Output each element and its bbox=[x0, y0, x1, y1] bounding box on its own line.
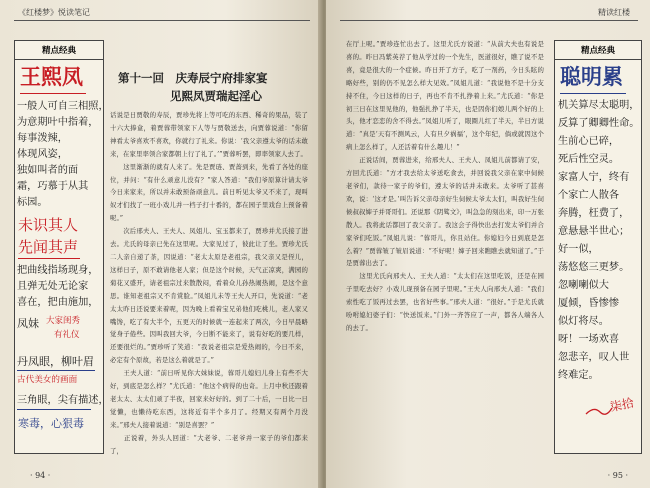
poem-line: 机关算尽太聪明， bbox=[558, 100, 640, 111]
poem-line: 忽喇喇似大 bbox=[558, 280, 609, 291]
note-red-phrase: 未识其人 bbox=[18, 216, 79, 234]
note-line: 寒毒，心狠毒 bbox=[18, 417, 84, 430]
note-line: 且弹无处无论家 bbox=[17, 281, 89, 292]
poem-line: 反算了卿卿性命。 bbox=[558, 118, 640, 129]
note-line: 标园。 bbox=[17, 197, 48, 208]
note-line: 体现风姿， bbox=[17, 149, 68, 160]
poem-line: 个家亡人散各 bbox=[558, 190, 620, 201]
left-running-head: 《红楼梦》悦读笔记 bbox=[18, 8, 90, 17]
note-line: 每事泼辣， bbox=[17, 133, 68, 144]
note-line: 独如叫者的面 bbox=[17, 165, 79, 176]
poem-line: 奔腾，枉费了， bbox=[558, 208, 630, 219]
note-underline bbox=[17, 370, 95, 371]
right-running-head: 精读红楼 bbox=[598, 8, 630, 17]
poem-line: 好一似， bbox=[558, 244, 599, 255]
poem-line: 厦倾，昏惨惨 bbox=[558, 298, 620, 309]
left-page bbox=[0, 0, 322, 488]
right-page-number: · 95 · bbox=[607, 471, 628, 480]
poem-line: 家富人宁，终有 bbox=[558, 172, 630, 183]
note-line: 为意期叶中指着， bbox=[17, 117, 99, 128]
right-side-box-title: 精点经典 bbox=[555, 41, 641, 60]
left-page-number: · 94 · bbox=[30, 471, 51, 480]
note-line: 把曲线指场现身， bbox=[17, 265, 99, 276]
poem-line: 终难定。 bbox=[558, 370, 599, 381]
right-body-text: 在厅上呢。”贾珍连忙出去了。这里尤氏方说道：“从前大夫也有说是喜的。昨日冯紫英荐了他从学过的一个先生，医道很好，瞧了说不是喜，竟是很大的一个症候。昨日开了方子，吃了一剂药，今日头眩的略好些，别的仍不见怎么样大见效。”凤姐儿道：“我说他不是十分支持不住，今日这样的日子，再也不肯不扎挣着上来。”尤氏道：“你是初三日在这里见他的，他强扎挣了半天，也是因你们娘儿两个好的上头，他才恋恋的舍不得去。”凤姐儿听了，眼圈儿红了半天，半日方说道：“真是‘天有不测风云，人有旦夕祸福’，这个年纪，倘或就因这个病上怎么样了，人还活着有什么趣儿！” 正说话间，贾蓉进来，给邢夫人、王夫人、凤姐儿前都请了安，方回尤氏道：“方才我去给太爷送吃食去，并回说我父亲在家中伺候老爷们，款待一家子的爷们，遵太爷的话并未敢来。太爷听了甚喜欢，说：‘这才是。’叫告诉父亲母亲好生伺候太爷太太们，叫我好生伺候叔叔婶子并哥哥们。还说那《阴骘文》，叫急急的刻出来，印一万张散人。我将此话都回了我父亲了。我这会子得快出去打发太爷们并合家爷们吃饭。”凤姐儿说：“蓉哥儿，你且站住。你媳妇今日到底是怎么着？”贾蓉皱了皱眉说道：“不好呢！婶子回来瞧瞧去就知道了。”于是贾蓉出去了。 这里尤氏向邢夫人、王夫人道：“太太们在这里吃饭，还是在园子里吃去好？小戏儿现预备在园子里呢。”王夫人向邢夫人道：“我们索性吃了饭再过去罢，也省好些事。”邢夫人道：“很好。”于是尤氏就吩咐媳妇婆子们：“快送饭来。”门外一齐答应了一声，都各人端各人的去了。 bbox=[346, 40, 544, 332]
poem-line: 忽悲辛，叹人世 bbox=[558, 352, 630, 363]
note-line: 喜在，把由施加， bbox=[17, 297, 99, 308]
left-side-box-title: 精点经典 bbox=[15, 41, 103, 60]
poem-line: 意悬悬半世心； bbox=[558, 226, 630, 237]
note-line: 霜，巧慕于从其 bbox=[17, 181, 89, 192]
chapter-title-line-2: 见熙凤贾瑞起淫心 bbox=[170, 89, 262, 103]
poem-line: 似灯将尽。 bbox=[558, 316, 609, 327]
note-underline bbox=[560, 93, 626, 94]
note-line: 三角眼，尖有描述， bbox=[17, 395, 109, 406]
right-page bbox=[326, 0, 650, 488]
chapter-title-line-1: 第十一回 庆寿辰宁府排家宴 bbox=[118, 71, 268, 85]
left-body-text: 话说是日贾敬的寿辰，贾珍先将上等可吃的东西、稀奇的果品，装了十六大捧盒，着贾蓉带领家下人等与贾敬送去，向贾蓉说道：“你留神看太爷喜欢不喜欢，你就行了礼来。你说：‘我父亲遵太爷的话未敢来，在家里率领合家都朝上行了礼了。’”贾蓉听罢，即率领家人去了。 这里渐渐的就有人来了。先是贾琏、贾蔷到来，先看了各处的座位，并问：“有什么顽意儿没有？”家人答道：“我们爷原算计请太爷今日来家来，所以并未敢预备顽意儿。前日听见太爷又不来了，现叫奴才们找了一班小戏儿并一档子打十番的，都在园子里戏台上预备着呢。” 次后邢夫人、王夫人、凤姐儿、宝玉都来了，贾珍并尤氏接了进去。尤氏的母亲已先在这里呢。大家见过了，彼此让了坐。贾珍尤氏二人亲自递了茶，因说道：“老太太原是老祖宗，我父亲又是侄儿，这样日子，原不敢请他老人家；但是这个时候，天气正凉爽，满园的菊花又盛开，请老祖宗过来散散闷，看着众儿孙热闹热闹，是这个意思。谁知老祖宗又不肯赏脸。”凤姐儿未等王夫人开口，先说道：“老太太昨日还说要来着呢，因为晚上看着宝兄弟他们吃桃儿，老人家又嘴馋，吃了有大半个，五更天的时候就一连起来了两次，今日早晨略觉身子倦些。因叫我回大爷，今日断不能来了，说有好吃的要几样，还要很烂的。”贾珍听了笑道：“我说老祖宗是爱热闹的，今日不来，必定有个原故，若是这么着就是了。” 王夫人道：“前日听见你大妹妹说，蓉哥儿媳妇儿身上有些不大好，到底是怎么样？”尤氏道：“他这个病得的也奇。上月中秋还跟着老太太、太太们顽了半夜，回家来好好的。到了二十后，一日比一日觉懒，也懒待吃东西，这将近有半个多月了。经期又有两个月没来。”邢夫人接着说道：“别是喜罢？” 正说着，外头人回道：“大老爷、二老爷并一家子的爷们都来了， bbox=[110, 111, 308, 455]
note-red-small: 有礼仪 bbox=[54, 330, 80, 340]
poem-line: 生前心已碎， bbox=[558, 136, 620, 147]
note-underline bbox=[18, 258, 80, 259]
note-line: 丹凤眼，柳叶眉 bbox=[17, 355, 94, 368]
poem-line: 死后性空灵。 bbox=[558, 154, 620, 165]
note-underline bbox=[20, 93, 86, 94]
note-red-small: 大家闺秀 bbox=[46, 316, 81, 326]
note-red-small: 古代美女的画面 bbox=[17, 375, 78, 385]
note-name-wang-xifeng: 王熙凤 bbox=[20, 65, 83, 89]
left-header-rule bbox=[14, 20, 310, 21]
right-header-rule bbox=[340, 20, 638, 21]
poem-line: 荡悠悠三更梦。 bbox=[558, 262, 630, 273]
note-line: 一般人可自三相照， bbox=[17, 101, 109, 112]
note-title-cong-ming-lei: 聪明累 bbox=[560, 65, 623, 89]
note-red-phrase: 先闻其声 bbox=[18, 238, 79, 256]
poem-line: 呀！一场欢喜 bbox=[558, 334, 620, 345]
handwritten-signature: 柒拾 bbox=[608, 395, 636, 415]
note-underline bbox=[17, 409, 91, 410]
signature-flourish-icon bbox=[584, 404, 614, 418]
note-line: 凤妹 bbox=[17, 317, 39, 330]
